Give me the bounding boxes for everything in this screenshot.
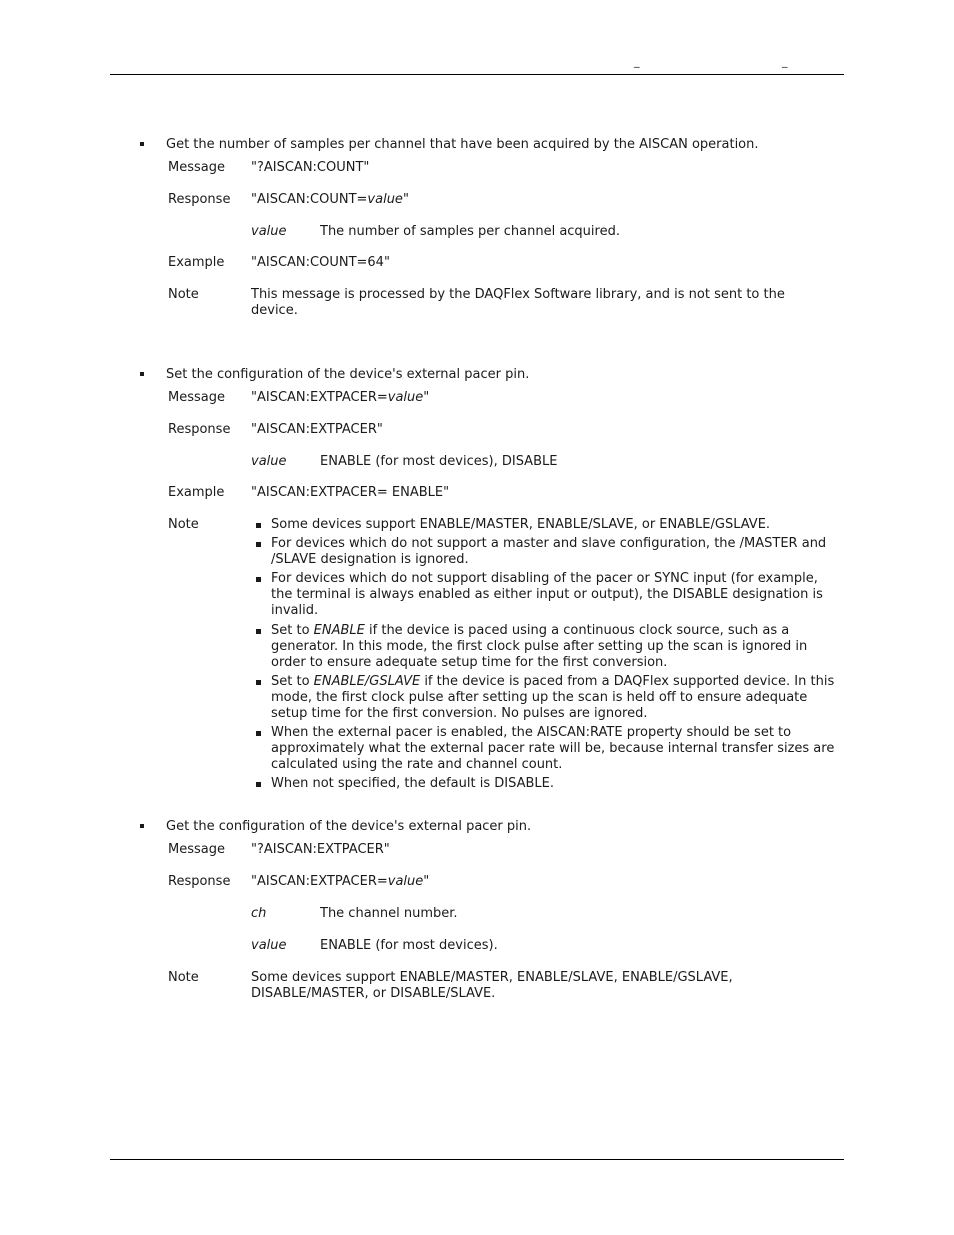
- section1-intro: Get the number of samples per channel that have been acquired by the AISCAN operation.: [140, 137, 759, 153]
- section3-note-text: Some devices support ENABLE/MASTER, ENABLE/SLAVE, ENABLE/GSLAVE, DISABLE/MASTER, or DISABLE/SLAVE.: [251, 970, 733, 1001]
- list-item: Some devices support ENABLE/MASTER, ENABLE/SLAVE, or ENABLE/GSLAVE.: [251, 517, 843, 533]
- list-item: Set to ENABLE if the device is paced using a continuous clock source, such as a generator. In this mode, the first clock pulse after setting up the scan is ignored in order to ensure adequate setup time for the first conversion.: [251, 623, 843, 671]
- section3-intro: Get the configuration of the device's external pacer pin.: [140, 819, 531, 835]
- header-mark-right: _: [782, 55, 788, 68]
- list-item: When the external pacer is enabled, the AISCAN:RATE property should be set to approximately what the external pacer rate will be, because internal transfer sizes are calculated using the rate and channel count.: [251, 725, 843, 773]
- example-value: "AISCAN:COUNT=64": [251, 255, 390, 270]
- message-value: "?AISCAN:EXTPACER": [251, 842, 390, 857]
- bullet-icon: [140, 372, 144, 376]
- list-item: Set to ENABLE/GSLAVE if the device is paced from a DAQFlex supported device. In this mode, the first clock pulse after setting up the scan is held off to ensure adequate setup time for the first conversion. No pulses are ignored.: [251, 674, 843, 722]
- response-value: "AISCAN:EXTPACER": [251, 422, 383, 437]
- header-mark-left: _: [634, 55, 640, 68]
- list-item: For devices which do not support a master and slave configuration, the /MASTER and /SLAVE designation is ignored.: [251, 536, 843, 568]
- example-value: "AISCAN:EXTPACER= ENABLE": [251, 485, 450, 500]
- section1-note-text: This message is processed by the DAQFlex Software library, and is not sent to the device.: [251, 287, 785, 318]
- bullet-icon: [140, 824, 144, 828]
- footer-rule: [110, 1159, 844, 1160]
- section2-intro: Set the configuration of the device's external pacer pin.: [140, 367, 529, 383]
- bullet-icon: [140, 142, 144, 146]
- response-value: "AISCAN:EXTPACER=value": [251, 874, 430, 889]
- list-item: When not specified, the default is DISABLE.: [251, 776, 843, 792]
- header-rule: [110, 74, 844, 75]
- message-value: "AISCAN:EXTPACER=value": [251, 390, 430, 405]
- message-value: "?AISCAN:COUNT": [251, 160, 370, 175]
- response-value: "AISCAN:COUNT=value": [251, 192, 409, 207]
- list-item: For devices which do not support disabling of the pacer or SYNC input (for example, the terminal is always enabled as either input or output), the DISABLE designation is invalid.: [251, 571, 843, 619]
- section2-note-list: [251, 517, 843, 795]
